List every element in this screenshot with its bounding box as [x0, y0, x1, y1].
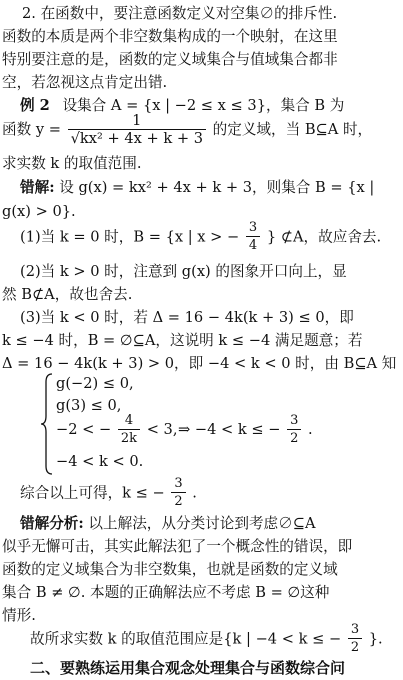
fraction [171, 476, 185, 511]
text-segment: (1)当 k = 0 时，B = {x | x > − [20, 228, 240, 246]
fraction-numerator: 3 [290, 412, 299, 428]
example-label: 例 2 [20, 97, 50, 114]
fraction-denominator: 2 [287, 429, 301, 448]
fraction-denominator: 2k [118, 429, 140, 448]
left-brace [40, 372, 54, 476]
analysis-line [20, 514, 316, 534]
wrong-solution-label: 错解: [20, 179, 55, 196]
fraction-numerator: 1 [132, 111, 142, 129]
text-segment: 设集合 A = {x | −2 ≤ x ≤ 3}，集合 B 为 [62, 97, 345, 114]
text-line: 然 B⊄A，故也舍去. [2, 286, 133, 303]
text-segment: 设 g(x) = kx² + 4x + k + 3，则集合 B = {x | [59, 179, 375, 196]
system-row: g(−2) ≤ 0, [56, 375, 134, 392]
text-segment: −2 < − [56, 421, 112, 438]
text-line: 函数的本质是两个非空数集构成的一个映射，在这里 [2, 28, 338, 45]
text-line: (2)当 k > 0 时，注意到 g(x) 的图象开口向上，显 [20, 263, 347, 280]
text-segment: 函数 y = [2, 121, 61, 138]
fraction-numerator: 3 [248, 220, 258, 235]
fraction-numerator: 4 [124, 412, 134, 428]
text-line: g(x) > 0}. [2, 203, 76, 220]
text-line: 集合 B ≠ ∅. 本题的正确解法应不考虑 B = ∅这种 [2, 584, 330, 601]
text-segment: 以上解法，从分类讨论到考虑∅⊆A [88, 515, 316, 532]
text-line: 求实数 k 的取值范围. [2, 155, 142, 172]
system-row: −4 < k < 0. [56, 453, 144, 470]
text-segment: } ⊄A，故应舍去. [266, 228, 382, 246]
fraction-denominator: √kx² + 4x + k + 3 [68, 129, 206, 148]
section-heading: 二、要熟练运用集合观念处理集合与函数综合问 [30, 659, 346, 677]
fraction-denominator: 2 [348, 638, 362, 657]
text-segment: ⇒ −4 < k ≤ − [178, 421, 281, 438]
text-line: Δ = 16 − 4k(k + 3) > 0，即 −4 < k < 0 时，由 B⊆A 知 [2, 355, 397, 372]
wrong-solution-line [20, 178, 374, 198]
text-line: 空，若忽视这点肯定出错. [2, 74, 168, 91]
system-row: g(3) ≤ 0, [56, 397, 122, 414]
fraction-denominator: 4 [246, 236, 260, 255]
system-row [56, 412, 177, 448]
text-segment: < 3, [146, 421, 178, 438]
text-line: 似乎无懈可击，其实此解法犯了一个概念性的错误，即 [2, 538, 353, 555]
fraction [246, 220, 260, 255]
text-line: 特别要注意的是，函数的定义域集合与值域集合都非 [2, 51, 338, 68]
final-answer-line [30, 622, 383, 657]
function-definition-line [2, 112, 372, 148]
analysis-label: 错解分析: [20, 515, 84, 532]
text-line: k ≤ −4 时，B = ∅⊆A，这说明 k ≤ −4 满足题意；若 [2, 332, 363, 349]
text-line: 函数的定义域集合为非空数集，也就是函数的定义域 [2, 561, 338, 578]
text-segment: 综合以上可得，k ≤ − [20, 484, 165, 502]
text-segment: . [308, 421, 313, 438]
fraction-denominator: 2 [171, 492, 185, 511]
text-segment: 的定义域，当 B⊆A 时， [212, 121, 373, 138]
text-segment: 故所求实数 k 的取值范围应是{k | −4 < k ≤ − [30, 630, 342, 648]
fraction [118, 413, 140, 448]
system-result [178, 412, 313, 448]
text-line: (3)当 k < 0 时，若 Δ = 16 − 4k(k + 3) ≤ 0，即 [20, 309, 354, 326]
text-segment: . [192, 484, 197, 502]
fraction [287, 413, 301, 448]
text-line: 2. 在函数中，要注意函数定义对空集∅的排斥性. [22, 5, 338, 22]
fraction-numerator: 3 [174, 476, 183, 491]
fraction [348, 622, 362, 657]
fraction-numerator: 3 [350, 622, 360, 637]
conclusion-line [20, 476, 197, 511]
fraction [68, 113, 206, 148]
text-line: 情形. [2, 607, 36, 624]
case-1-line [20, 220, 381, 255]
text-segment: }. [368, 630, 383, 648]
